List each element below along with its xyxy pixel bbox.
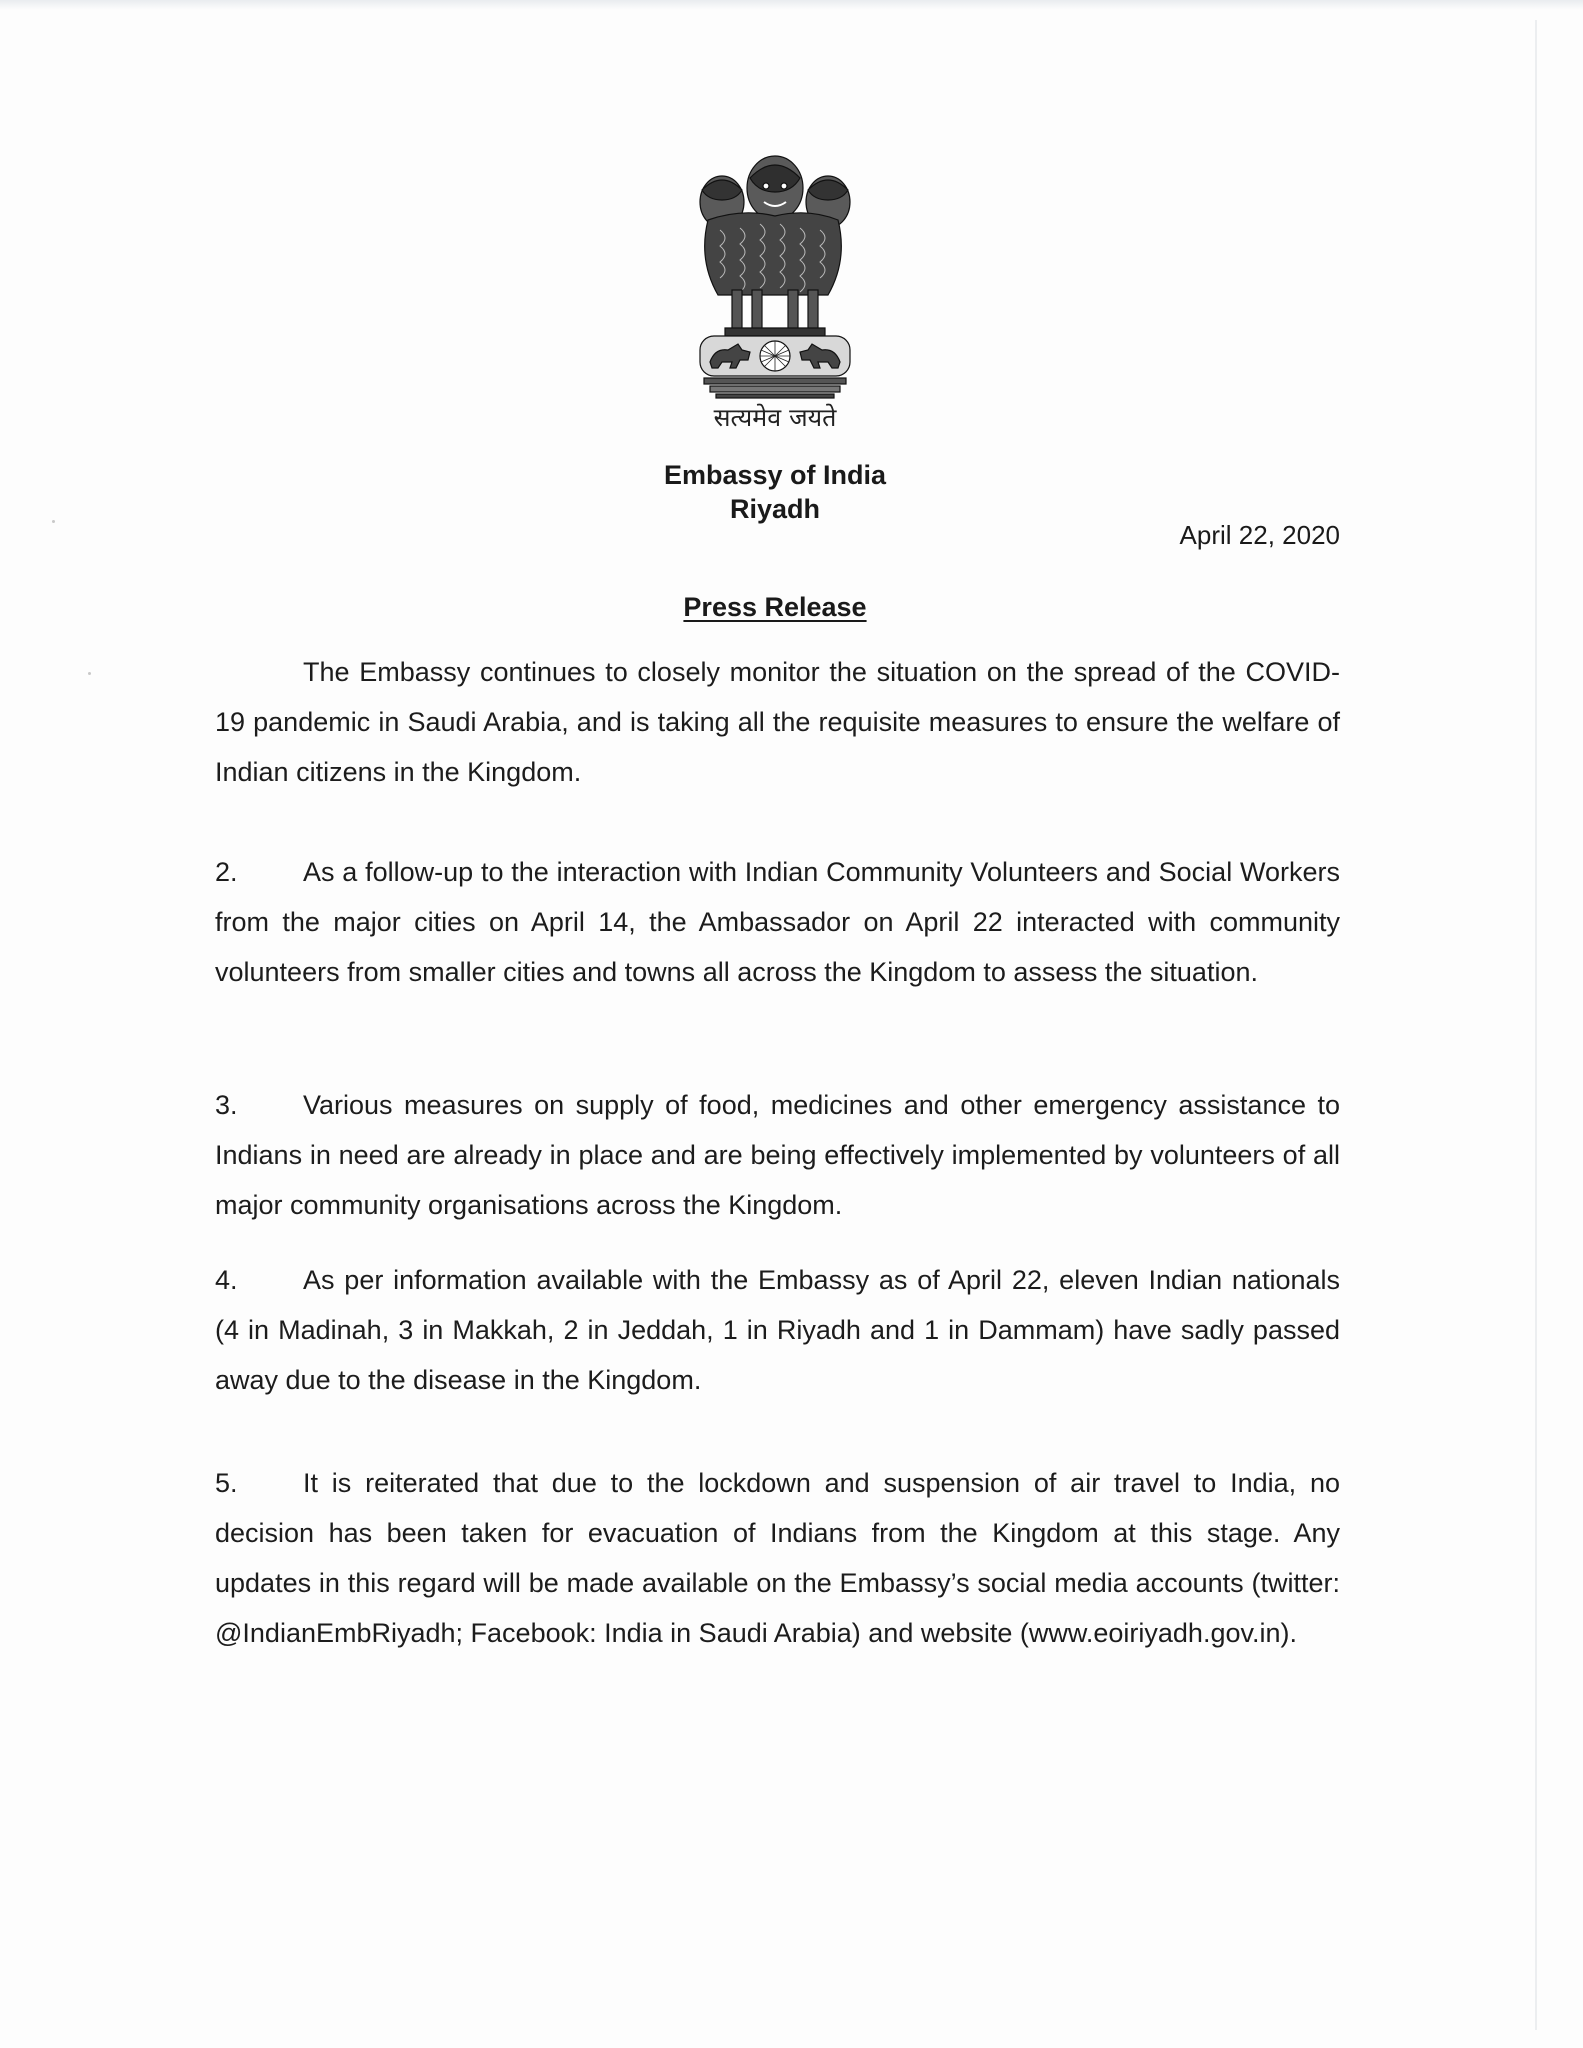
paragraph-text: It is reiterated that due to the lockdown and suspension of air travel to India, no decision has been taken for evacuation of Indians from the Kingdom at this stage. Any updates in this regard will be made available on the Embassy’s social media accounts (twitter: @IndianEmbRiyadh; Facebook: India in Saudi Arabia) and website (www.eoiriyadh.gov.in). xyxy=(215,1468,1340,1648)
paragraph-text: Various measures on supply of food, medicines and other emergency assistance to Indians in need are already in place and are being effectively implemented by volunteers of all major community organisations across the Kingdom. xyxy=(215,1090,1340,1220)
organization-city: Riyadh xyxy=(729,494,821,524)
paragraph-number: 5. xyxy=(215,1468,238,1498)
document-title: Press Release xyxy=(683,592,867,622)
paragraph-text: As a follow-up to the interaction with Indian Community Volunteers and Social Workers from the major cities on April 14, the Ambassador on April 22 interacted with community volunteers from smaller cities and towns all across the Kingdom to assess the situation. xyxy=(215,857,1340,987)
scan-speck xyxy=(52,520,55,523)
scan-edge-right xyxy=(1535,20,1537,2030)
scan-speck xyxy=(88,672,91,675)
national-emblem-icon xyxy=(680,150,870,400)
organization-name: Embassy of India xyxy=(663,460,887,490)
paragraph-text: As per information available with the Embassy as of April 22, eleven Indian nationals (4 in Madinah, 3 in Makkah, 2 in Jeddah, 1 in Riyadh and 1 in Dammam) have sadly passed away due to the disease in the Kingdom. xyxy=(215,1265,1340,1395)
document-date: April 22, 2020 xyxy=(1179,520,1340,550)
paragraph-5 xyxy=(215,1458,1340,1658)
paragraph-1 xyxy=(215,647,1340,797)
paragraph-text: The Embassy continues to closely monitor the situation on the spread of the COVID-19 pandemic in Saudi Arabia, and is taking all the requisite measures to ensure the welfare of Indian citizens in the Kingdom. xyxy=(215,657,1340,787)
emblem-motto: सत्यमेव जयते xyxy=(713,403,837,432)
paragraph-2 xyxy=(215,847,1340,997)
scan-edge-top xyxy=(0,0,1583,10)
letterhead xyxy=(560,458,990,526)
paragraph-number: 4. xyxy=(215,1265,238,1295)
paragraph-number: 2. xyxy=(215,857,238,887)
paragraph-4 xyxy=(215,1255,1340,1405)
paragraph-3 xyxy=(215,1080,1340,1230)
paragraph-number: 3. xyxy=(215,1090,238,1120)
